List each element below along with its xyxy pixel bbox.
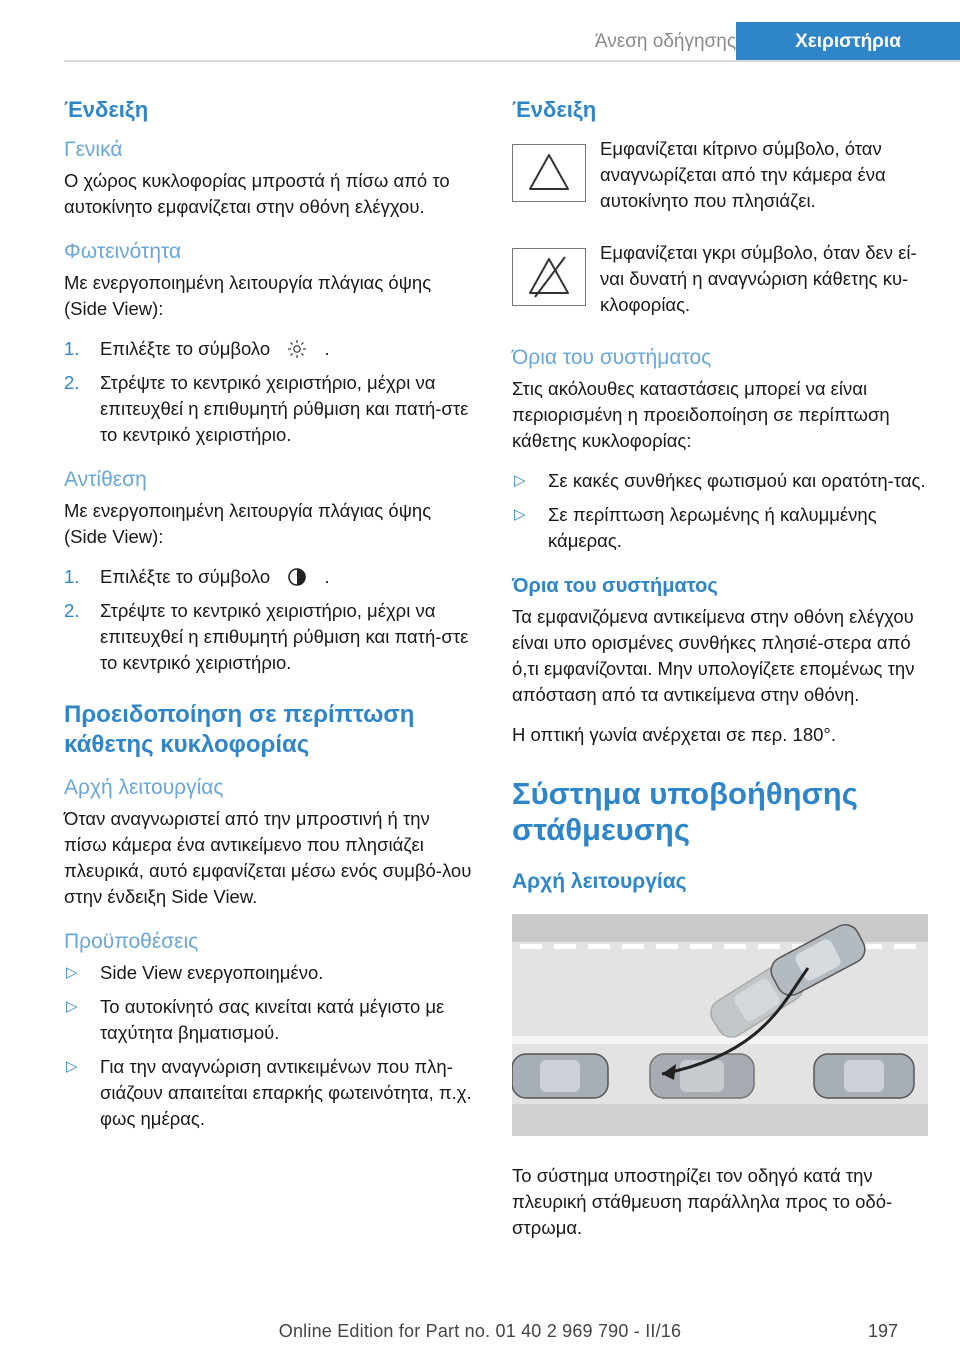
list-item-text: Για την αναγνώριση αντικειμένων που πλη-σιάζουν απαιτείται επαρκής φωτεινότητα, π.χ. φως ημέρας. xyxy=(100,1056,472,1129)
list-item-text: Σε περίπτωση λερωμένης ή καλυμμένης κάμερας. xyxy=(548,504,877,551)
contrast-text: Με ενεργοποιημένη λειτουργία πλάγιας όψης (Side View): xyxy=(64,500,432,547)
step-text-end: . xyxy=(324,566,330,587)
principle-text: Όταν αναγνωριστεί από την μπροστινή ή την πίσω κάμερα ένα αντικείμενο που πλησιάζει πλευρικά, αυτό εμφανίζεται μέσω ενός συμβό-λου στην ένδειξη Side View. xyxy=(64,808,472,907)
display-heading: Ένδειξη xyxy=(512,97,597,122)
contrast-icon xyxy=(287,567,307,587)
brightness-heading: Φωτεινότητα xyxy=(64,240,182,263)
display-title: Ένδειξη xyxy=(64,97,149,122)
warning-triangle-crossed-icon xyxy=(512,248,586,306)
list-item xyxy=(64,598,476,676)
list-item xyxy=(64,336,476,362)
step-number: 1. xyxy=(64,566,80,587)
parking-heading: Σύστημα υποβοήθησης στάθμευσης xyxy=(512,776,858,847)
list-item xyxy=(64,1054,476,1132)
list-item xyxy=(64,994,476,1046)
list-item xyxy=(512,468,928,494)
angle-text: Η οπτική γωνία ανέρχεται σε περ. 180°. xyxy=(512,724,836,745)
list-item xyxy=(64,960,476,986)
footer-edition: Online Edition for Part no. 01 40 2 969 790 - II/16 xyxy=(278,1321,682,1341)
step-text: Επιλέξτε το σύμβολο xyxy=(100,338,271,359)
step-text: Επιλέξτε το σύμβολο xyxy=(100,566,271,587)
bullet-triangle-icon: ▷ xyxy=(514,506,526,523)
limits2-heading: Όρια του συστήματος xyxy=(512,575,718,597)
left-column xyxy=(64,96,476,1148)
prerequisites-heading: Προϋποθέσεις xyxy=(64,930,199,953)
parking-illustration xyxy=(512,914,928,1136)
parking-text: Το σύστημα υποστηρίζει τον οδηγό κατά την πλευρική στάθμευση παράλληλα προς το οδό-στρωμα. xyxy=(512,1165,893,1238)
warning-row xyxy=(512,136,928,226)
bullet-triangle-icon: ▷ xyxy=(514,472,526,489)
brightness-steps xyxy=(64,336,476,448)
list-item xyxy=(64,370,476,448)
warning-triangle-icon xyxy=(512,144,586,202)
sun-icon xyxy=(287,339,307,359)
contrast-heading: Αντίθεση xyxy=(64,468,147,491)
warning-text: Εμφανίζεται κίτρινο σύμβολο, όταν αναγνωρίζεται από την κάμερα ένα αυτοκίνητο που πλησιάζει. xyxy=(600,138,886,211)
unavailable-text: Εμφανίζεται γκρι σύμβολο, όταν δεν εί-ναι δυνατή η αναγνώριση κάθετης κυ-κλοφορίας. xyxy=(600,242,917,315)
step-number: 2. xyxy=(64,600,80,621)
step-text: Στρέψτε το κεντρικό χειριστήριο, μέχρι να επιτευχθεί η επιθυμητή ρύθμιση και πατή-στε το κεντρικό χειριστήριο. xyxy=(100,600,469,673)
header-section-title: Άνεση οδήγησης xyxy=(594,31,736,52)
unavailable-row xyxy=(512,240,928,330)
general-text: Ο χώρος κυκλοφορίας μπροστά ή πίσω από το αυτοκίνητο εμφανίζεται στην οθόνη ελέγχου. xyxy=(64,170,450,217)
step-text-end: . xyxy=(324,338,330,359)
limits2-text: Τα εμφανιζόμενα αντικείμενα στην οθόνη ελέγχου είναι υπο ορισμένες συνθήκες πλησιέ-στερα από ό,τι εμφανίζονται. Μην υπολογίζετε επομένως την απόσταση από τα αντικείμενα στην οθόνη. xyxy=(512,606,915,705)
list-item xyxy=(512,502,928,554)
list-item-text: Το αυτοκίνητό σας κινείται κατά μέγιστο με ταχύτητα βηματισμού. xyxy=(100,996,445,1043)
header-rule xyxy=(64,60,960,62)
principle-heading: Αρχή λειτουργίας xyxy=(64,776,224,799)
list-item-text: Σε κακές συνθήκες φωτισμού και ορατότη-τας. xyxy=(548,470,926,491)
general-heading: Γενικά xyxy=(64,138,123,161)
parking-principle-heading: Αρχή λειτουργίας xyxy=(512,870,687,893)
cross-traffic-heading: Προειδοποίηση σε περίπτωση κάθετης κυκλοφορίας xyxy=(64,701,415,758)
bullet-triangle-icon: ▷ xyxy=(66,998,78,1015)
page-number: 197 xyxy=(867,1321,898,1341)
right-column xyxy=(512,96,928,1255)
limits-text: Στις ακόλουθες καταστάσεις μπορεί να είναι περιορισμένη η προειδοποίηση σε περίπτωση κάθετης κυκλοφορίας: xyxy=(512,378,890,451)
contrast-steps xyxy=(64,564,476,676)
list-item xyxy=(64,564,476,590)
step-text: Στρέψτε το κεντρικό χειριστήριο, μέχρι να επιτευχθεί η επιθυμητή ρύθμιση και πατή-στε το κεντρικό χειριστήριο. xyxy=(100,372,469,445)
bullet-triangle-icon: ▷ xyxy=(66,964,78,981)
limits-heading: Όρια του συστήματος xyxy=(512,346,712,369)
prerequisites-list xyxy=(64,960,476,1132)
bullet-triangle-icon: ▷ xyxy=(66,1058,78,1075)
step-number: 1. xyxy=(64,338,80,359)
step-number: 2. xyxy=(64,372,80,393)
list-item-text: Side View ενεργοποιημένο. xyxy=(100,962,324,983)
brightness-text: Με ενεργοποιημένη λειτουργία πλάγιας όψης (Side View): xyxy=(64,272,432,319)
header-chapter-tab: Χειριστήρια xyxy=(736,22,960,62)
limits-list xyxy=(512,468,928,554)
